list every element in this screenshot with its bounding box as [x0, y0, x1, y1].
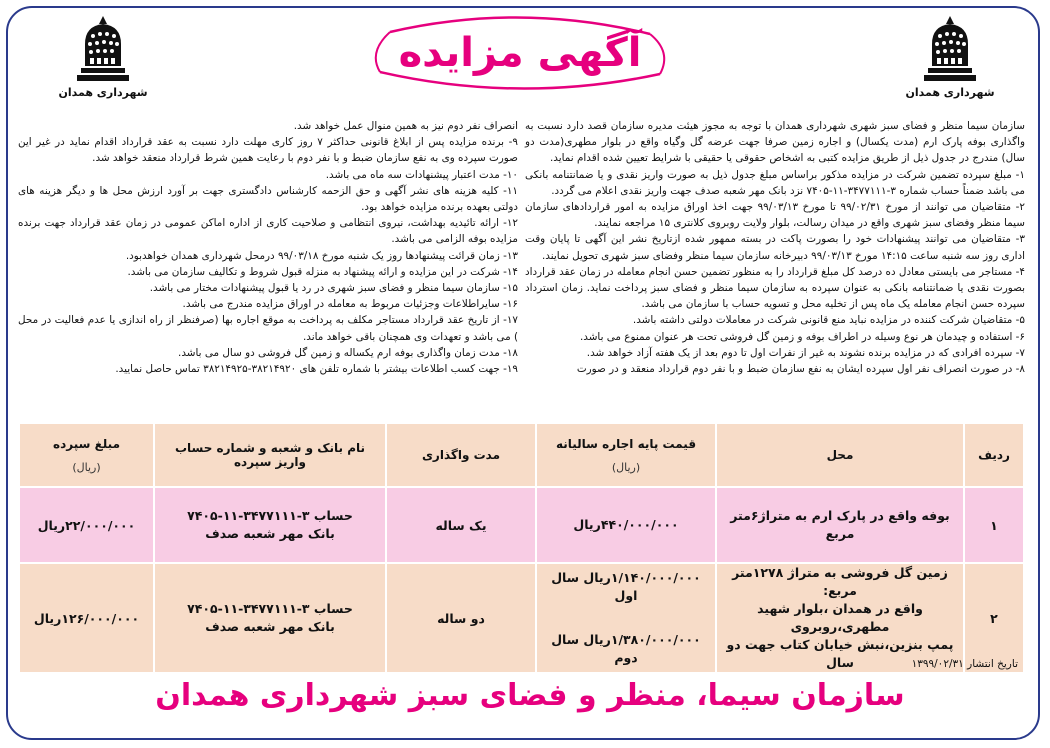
term-paragraph: سازمان سیما منظر و فضای سبز شهری شهرداری همدان با توجه به مجوز هیئت مدیره سازمان قصد دارد نسبت به واگذاری بوفه پارک ارم (مدت یکسال) و اجاره زمین صرفا جهت عرضه گل وگیاه واقع در بلوار مطهری(مدت دو سال) مندرج در جدول ذیل از طریق مزایده کتبی به اشخاص حقوقی یا حقیقی با شرایط تعیین شده اقدام نماید. — [525, 120, 1025, 165]
footer-organization: سازمان سیما، منظر و فضای سبز شهرداری همدان — [155, 678, 905, 713]
location-line: بوفه واقع در پارک ارم به متراژ۶متر مربع — [730, 508, 950, 541]
term-paragraph: ۴- مستاجر می بایستی معادل ده درصد کل مبلغ قرارداد را به منظور تضمین حسن انجام معامله در زمان عقد قرارداد بصورت نقدی یا ضمانتنامه بانکی به عنوان سپرده به سازمان سیما منظر و فضای سبز پرداخت نماید. زمان استرداد سپرده حسن انجام معامله یک ماه پس از تخلیه محل و تسویه حساب با سازمان می باشد. — [525, 265, 1025, 311]
cell-price — [536, 563, 716, 673]
bank-branch: بانک مهر شعبه صدف — [205, 526, 335, 541]
col-base-price-label: قیمت پایه اجاره سالیانه — [555, 436, 697, 451]
term-paragraph: انصراف نفر دوم نیز به همین منوال عمل خواهد شد. — [293, 120, 518, 132]
term-paragraph: ۹- برنده مزایده پس از ابلاغ قانونی حداکثر ۷ روز کاری مهلت دارد نسبت به عقد قرارداد اقدام نماید در غیر این صورت سپرده وی به نفع سازمان ضبط و با نفر دوم با رعایت همین شرط قرارداد منعقد خواهد شد. — [18, 136, 518, 165]
publish-date: تاریخ انتشار ۱۳۹۹/۰۲/۳۱ — [911, 658, 1018, 670]
term-paragraph: ۱۴- شرکت در این مزایده و ارائه پیشنهاد به منزله قبول شروط و تکالیف سازمان می باشد. — [127, 265, 518, 278]
cell-duration: یک ساله — [386, 487, 536, 563]
terms-column-right — [525, 118, 1025, 377]
cell-deposit: ۱۲۶/۰۰۰/۰۰۰ریال — [19, 563, 154, 673]
cell-duration: دو ساله — [386, 563, 536, 673]
term-paragraph: ۱۱- کلیه هزینه های نشر آگهی و حق الزحمه کارشناس دادگستری جهت بر آورد ارزش محل ها و دیگر هزینه های دولتی بعهده برنده مزایده خواهد بود. — [18, 184, 518, 214]
price-line: ۴۴۰/۰۰۰/۰۰۰ریال — [573, 517, 679, 532]
col-bank: نام بانک و شعبه و شماره حساب واریز سپرده — [154, 423, 386, 487]
page-title: آگهی مزایده — [398, 30, 642, 76]
term-paragraph: ۲- متقاضیان می توانند از مورخ ۹۹/۰۲/۳۱ تا مورخ ۹۹/۰۳/۱۳ جهت اخذ اوراق مزایده به امور قراردادهای سازمان سیما منظر وفضای سبز شهری واقع در میدان رسالت، بلوار ولایت روبروی کلانتری ۱۵ مراجعه نمایند. — [525, 201, 1025, 230]
term-paragraph: ۸- در صورت انصراف نفر اول سپرده ایشان به نفع سازمان ضبط و با نفر دوم قرارداد منعقد و در صورت — [576, 363, 1025, 376]
term-paragraph: ۳- متقاضیان می توانند پیشنهادات خود را بصورت پاکت در بسته ممهور شده ازتاریخ نشر این آگهی تا پایان وقت اداری روز سه شنبه ساعت ۱۴:۱۵ مورخ ۹۹/۰۳/۱۳ دبیرخانه سازمان سیما منظر وفضای سبز شهری تحویل نمایند. — [525, 233, 1025, 262]
title-banner — [360, 12, 680, 102]
terms-column-left — [18, 118, 518, 377]
cell-price — [536, 487, 716, 563]
hamedan-municipality-logo-icon — [920, 14, 980, 84]
term-paragraph: ۱۹- جهت کسب اطلاعات بیشتر با شماره تلفن های ۳۸۲۱۴۹۲۰-۳۸۲۱۴۹۲۵ تماس حاصل نمایید. — [115, 363, 518, 376]
price-line: ۱/۱۴۰/۰۰۰/۰۰۰ریال سال اول — [551, 570, 701, 603]
col-base-price-unit: (ریال) — [611, 460, 641, 474]
table-row — [19, 487, 1024, 563]
term-paragraph: ۱۰- مدت اعتبار پیشنهادات سه ماه می باشد. — [325, 168, 518, 181]
cell-bank — [154, 563, 386, 673]
bank-account: حساب ۳-۳۴۷۷۱۱۱-۱۱-۷۴۰۵ — [187, 601, 353, 616]
table-row — [19, 563, 1024, 673]
col-deposit — [19, 423, 154, 487]
term-paragraph: ۱۵- سازمان سیما منظر و فضای سبز شهری در رد یا قبول پیشنهادات مختار می باشد. — [149, 282, 518, 295]
term-paragraph: ۷- سپرده افرادی که در مزایده برنده نشوند به غیر از نفرات اول تا دوم بعد از یک هفته آزاد خواهد شد. — [586, 346, 1025, 359]
cell-location — [716, 563, 964, 673]
col-deposit-label: مبلغ سپرده — [52, 436, 120, 451]
location-line: زمین گل فروشی به متراژ ۱۲۷۸متر مربع: — [732, 565, 948, 598]
cell-row: ۱ — [964, 487, 1024, 563]
term-paragraph: ۱۳- زمان قرائت پیشنهادها روز یک شنبه مورخ ۹۹/۰۳/۱۸ درمحل شهرداری همدان خواهدبود. — [125, 249, 518, 262]
col-duration: مدت واگذاری — [386, 423, 536, 487]
col-row: ردیف — [964, 423, 1024, 487]
cell-row: ۲ — [964, 563, 1024, 673]
col-location: محل — [716, 423, 964, 487]
term-paragraph: ۵- متقاضیان شرکت کننده در مزایده نباید منع قانونی شرکت در معاملات دولتی داشته باشد. — [632, 314, 1025, 327]
term-paragraph: ۱- مبلغ سپرده تضمین شرکت در مزایده مذکور براساس مبلغ جدول ذیل به صورت واریز نقدی و یا ضمانتنامه بانکی می باشد ضمناً حساب شماره ۳-۳۴۷۷۱۱۱-۱۱-۷۴۰۵ نزد بانک مهر شعبه صدف جهت واریز نقدی اعلام می گردد. — [525, 168, 1025, 197]
hamedan-municipality-logo-icon — [73, 14, 133, 84]
table-header-row — [19, 423, 1024, 487]
location-line: پمپ بنزین،نبش خیابان کتاب جهت دو سال — [726, 637, 954, 670]
term-paragraph: ۱۶- سایراطلاعات وجزئیات مربوط به معامله در اوراق مزایده مندرج می باشد. — [182, 298, 518, 311]
col-deposit-unit: (ریال) — [72, 460, 101, 474]
term-paragraph: ۱۸- مدت زمان واگذاری بوفه ارم یکساله و زمین گل فروشی دو سال می باشد. — [178, 346, 518, 359]
logo-left — [58, 14, 148, 110]
bank-branch: بانک مهر شعبه صدف — [205, 619, 335, 634]
cell-deposit: ۲۲/۰۰۰/۰۰۰ریال — [19, 487, 154, 563]
bank-account: حساب ۳-۳۴۷۷۱۱۱-۱۱-۷۴۰۵ — [187, 508, 353, 523]
col-base-price — [536, 423, 716, 487]
logo-caption-left: شهرداری همدان — [58, 86, 148, 99]
term-paragraph: ۱۷- از تاریخ عقد قرارداد مستاجر مکلف به پرداخت به موقع اجاره بها (صرفنظر از راه اندازی یا عدم فعالیت در محل ) می باشد و تعهدات وی همچنان باقی خواهد ماند. — [18, 314, 518, 343]
cell-bank — [154, 487, 386, 563]
term-paragraph: ۱۲- ارائه تائیدیه بهداشت، نیروی انتظامی و صلاحیت کاری از اداره اماکن عمومی در زمان عقد قرارداد جهت برنده مزایده بوفه الزامی می باشد. — [18, 217, 518, 246]
cell-location — [716, 487, 964, 563]
price-line: ۱/۳۸۰/۰۰۰/۰۰۰ریال سال دوم — [551, 632, 701, 665]
logo-right — [905, 14, 995, 110]
term-paragraph: ۶- استفاده و چیدمان هر نوع وسیله در اطراف بوفه و زمین گل فروشی تحت هر عنوان ممنوع می باشد. — [579, 330, 1025, 343]
logo-caption-right: شهرداری همدان — [905, 86, 995, 99]
location-line: واقع در همدان ،بلوار شهید مطهری،روبروی — [757, 601, 923, 634]
auction-table — [18, 422, 1025, 674]
